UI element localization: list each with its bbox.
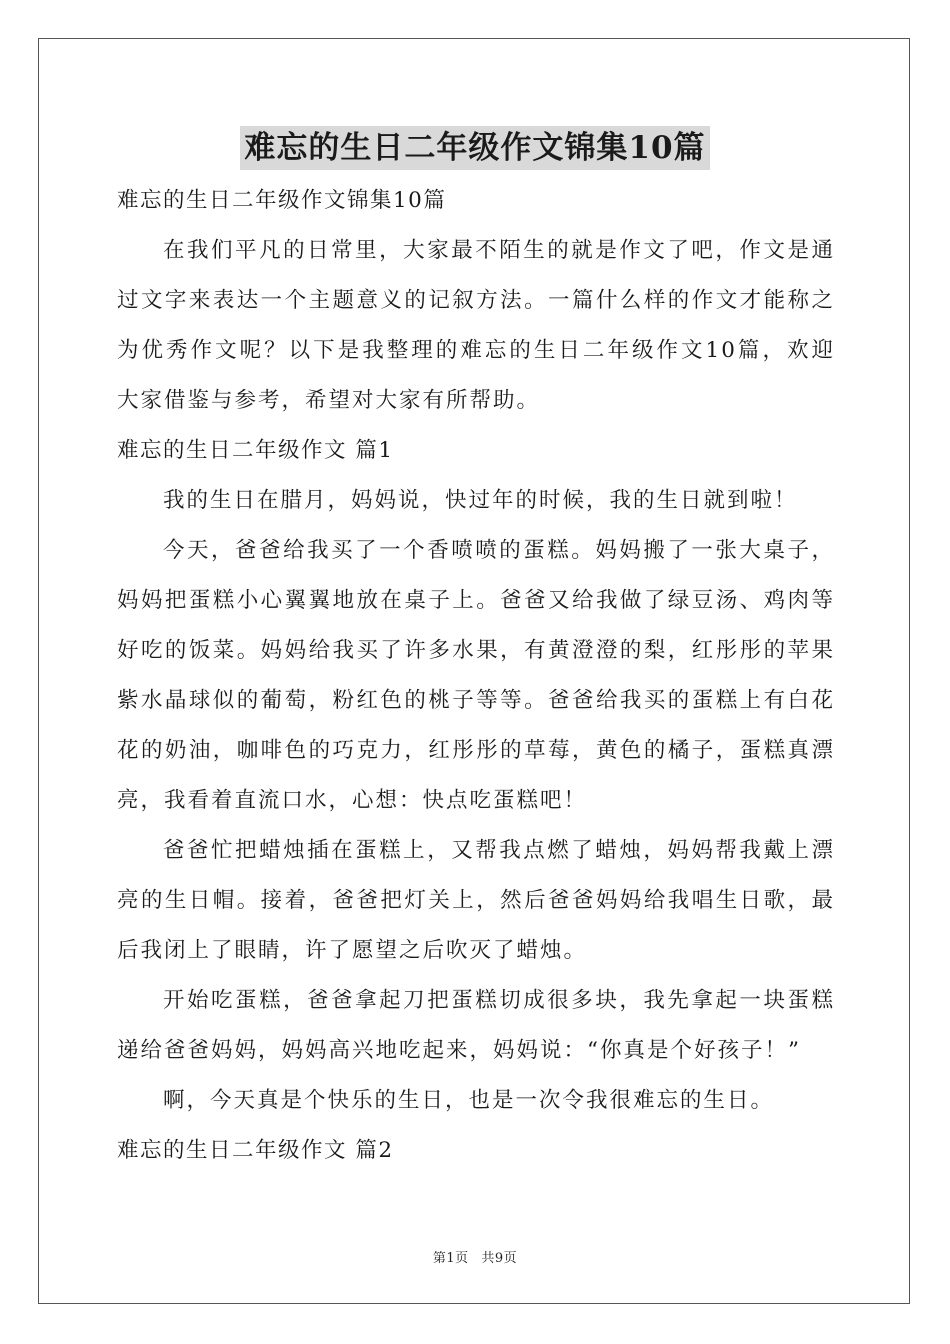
paragraph-line: 紫水晶球似的葡萄，粉红色的桃子等等。爸爸给我买的蛋糕上有白花 [117,688,835,713]
paragraph-line: 过文字来表达一个主题意义的记叙方法。一篇什么样的作文才能称之 [117,288,835,313]
section-heading-2: 难忘的生日二年级作文 篇2 [117,1138,394,1163]
document-title: 难忘的生日二年级作文锦集10篇 [240,126,709,170]
title-container [0,126,950,170]
page-footer [0,1247,950,1266]
section1-paragraph-5 [117,1076,835,1126]
section1-paragraph-3 [117,826,835,976]
paragraph-line: 在我们平凡的日常里，大家最不陌生的就是作文了吧，作文是通 [163,238,835,263]
section1-paragraph-2 [117,526,835,826]
paragraph-line: 大家借鉴与参考，希望对大家有所帮助。 [117,388,541,413]
paragraph-line: 亮的生日帽。接着，爸爸把灯关上，然后爸爸妈妈给我唱生日歌，最 [117,888,835,913]
section1-paragraph-4 [117,976,835,1076]
intro-paragraph [117,226,835,426]
paragraph-line: 好吃的饭菜。妈妈给我买了许多水果，有黄澄澄的梨，红彤彤的苹果 [117,638,835,663]
paragraph-line: 啊，今天真是个快乐的生日，也是一次令我很难忘的生日。 [163,1088,775,1113]
section-heading-1: 难忘的生日二年级作文 篇1 [117,438,394,463]
paragraph-line: 亮，我看着直流口水，心想：快点吃蛋糕吧！ [117,788,588,813]
document-subtitle: 难忘的生日二年级作文锦集10篇 [117,188,447,213]
paragraph-line: 今天，爸爸给我买了一个香喷喷的蛋糕。妈妈搬了一张大桌子， [163,538,835,563]
paragraph-line: 后我闭上了眼睛，许了愿望之后吹灭了蜡烛。 [117,938,588,963]
page-number: 第1页 [432,1251,469,1266]
section1-paragraph-1 [117,476,835,526]
paragraph-line: 爸爸忙把蜡烛插在蛋糕上，又帮我点燃了蜡烛，妈妈帮我戴上漂 [163,838,835,863]
paragraph-line: 花的奶油，咖啡色的巧克力，红彤彤的草莓，黄色的橘子，蛋糕真漂 [117,738,835,763]
document-body [117,176,835,1176]
paragraph-line: 递给爸爸妈妈，妈妈高兴地吃起来，妈妈说：“你真是个好孩子！” [117,1038,801,1063]
paragraph-line: 开始吃蛋糕，爸爸拿起刀把蛋糕切成很多块，我先拿起一块蛋糕 [163,988,835,1013]
paragraph-line: 我的生日在腊月，妈妈说，快过年的时候，我的生日就到啦！ [163,488,798,513]
paragraph-line: 妈妈把蛋糕小心翼翼地放在桌子上。爸爸又给我做了绿豆汤、鸡肉等 [117,588,835,613]
paragraph-line: 为优秀作文呢？以下是我整理的难忘的生日二年级作文10篇，欢迎 [117,338,835,363]
total-pages: 共9页 [481,1251,518,1266]
